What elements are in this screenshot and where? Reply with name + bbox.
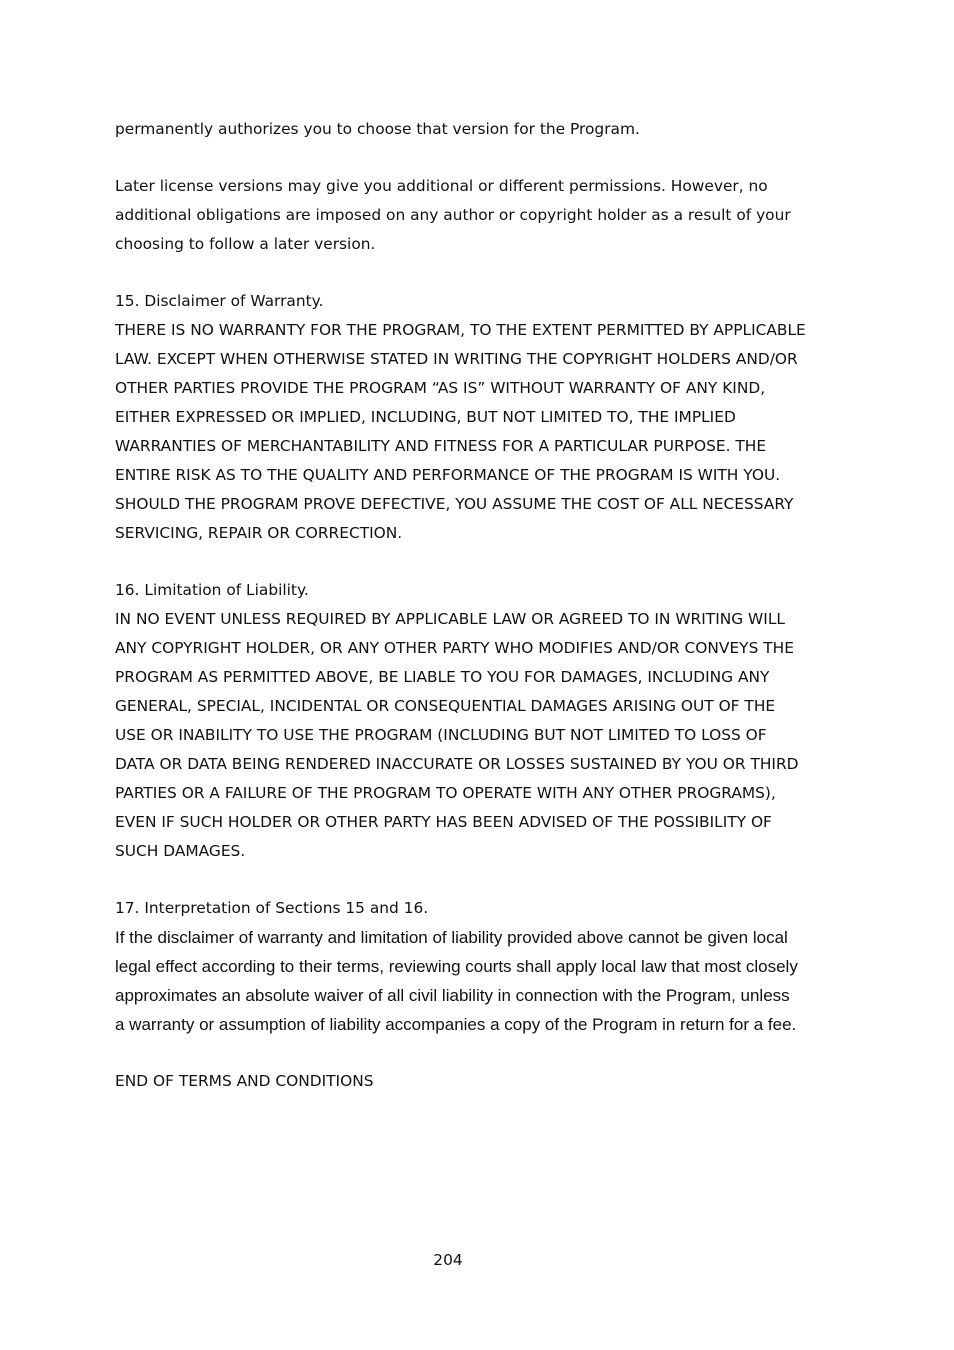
paragraph-later-versions: Later license versions may give you additional or different permissions. However, no additional obligations are imposed on any author or copyright holder as a result of your choosing to follow a later version.: [115, 177, 791, 253]
paragraph-gap: [115, 866, 845, 894]
paragraph-gap: [115, 259, 845, 287]
paragraph-version-authorization: permanently authorizes you to choose that version for the Program.: [115, 120, 640, 138]
page-number: 204: [433, 1251, 463, 1269]
document-body: [115, 115, 845, 1096]
section-17-heading: 17. Interpretation of Sections 15 and 16.: [115, 899, 429, 917]
paragraph-gap: [115, 1039, 845, 1067]
paragraph-gap: [115, 144, 845, 172]
section-16-limitation-of-liability: 16. Limitation of Liability. IN NO EVENT UNLESS REQUIRED BY APPLICABLE LAW OR AGREED TO IN WRITING WILL ANY COPYRIGHT HOLDER, OR ANY OTHER PARTY WHO MODIFIES AND/OR CONVEYS THE PROGRAM AS PERMITTED ABOVE, BE LIABLE TO YOU FOR DAMAGES, INCLUDING ANY GENERAL, SPECIAL, INCIDENTAL OR CONSEQUENTIAL DAMAGES ARISING OUT OF THE USE OR INABILITY TO USE THE PROGRAM (INCLUDING BUT NOT LIMITED TO LOSS OF DATA OR DATA BEING RENDERED INACCURATE OR LOSSES SUSTAINED BY YOU OR THIRD PARTIES OR A FAILURE OF THE PROGRAM TO OPERATE WITH ANY OTHER PROGRAMS), EVEN IF SUCH HOLDER OR OTHER PARTY HAS BEEN ADVISED OF THE POSSIBILITY OF SUCH DAMAGES.: [115, 581, 799, 860]
end-of-terms: END OF TERMS AND CONDITIONS: [115, 1072, 374, 1090]
section-17-body: If the disclaimer of warranty and limitation of liability provided above cannot be given local legal effect according to their terms, reviewing courts shall apply local law that most closely approximates an absolute waiver of all civil liability in connection with the Program, unless a warranty or assumption of liability accompanies a copy of the Program in return for a fee.: [115, 928, 798, 1034]
section-15-disclaimer-of-warranty: 15. Disclaimer of Warranty. THERE IS NO WARRANTY FOR THE PROGRAM, TO THE EXTENT PERMITTED BY APPLICABLE LAW. EXCEPT WHEN OTHERWISE STATED IN WRITING THE COPYRIGHT HOLDERS AND/OR OTHER PARTIES PROVIDE THE PROGRAM “AS IS” WITHOUT WARRANTY OF ANY KIND, EITHER EXPRESSED OR IMPLIED, INCLUDING, BUT NOT LIMITED TO, THE IMPLIED WARRANTIES OF MERCHANTABILITY AND FITNESS FOR A PARTICULAR PURPOSE. THE ENTIRE RISK AS TO THE QUALITY AND PERFORMANCE OF THE PROGRAM IS WITH YOU. SHOULD THE PROGRAM PROVE DEFECTIVE, YOU ASSUME THE COST OF ALL NECESSARY SERVICING, REPAIR OR CORRECTION.: [115, 292, 806, 542]
paragraph-gap: [115, 548, 845, 576]
